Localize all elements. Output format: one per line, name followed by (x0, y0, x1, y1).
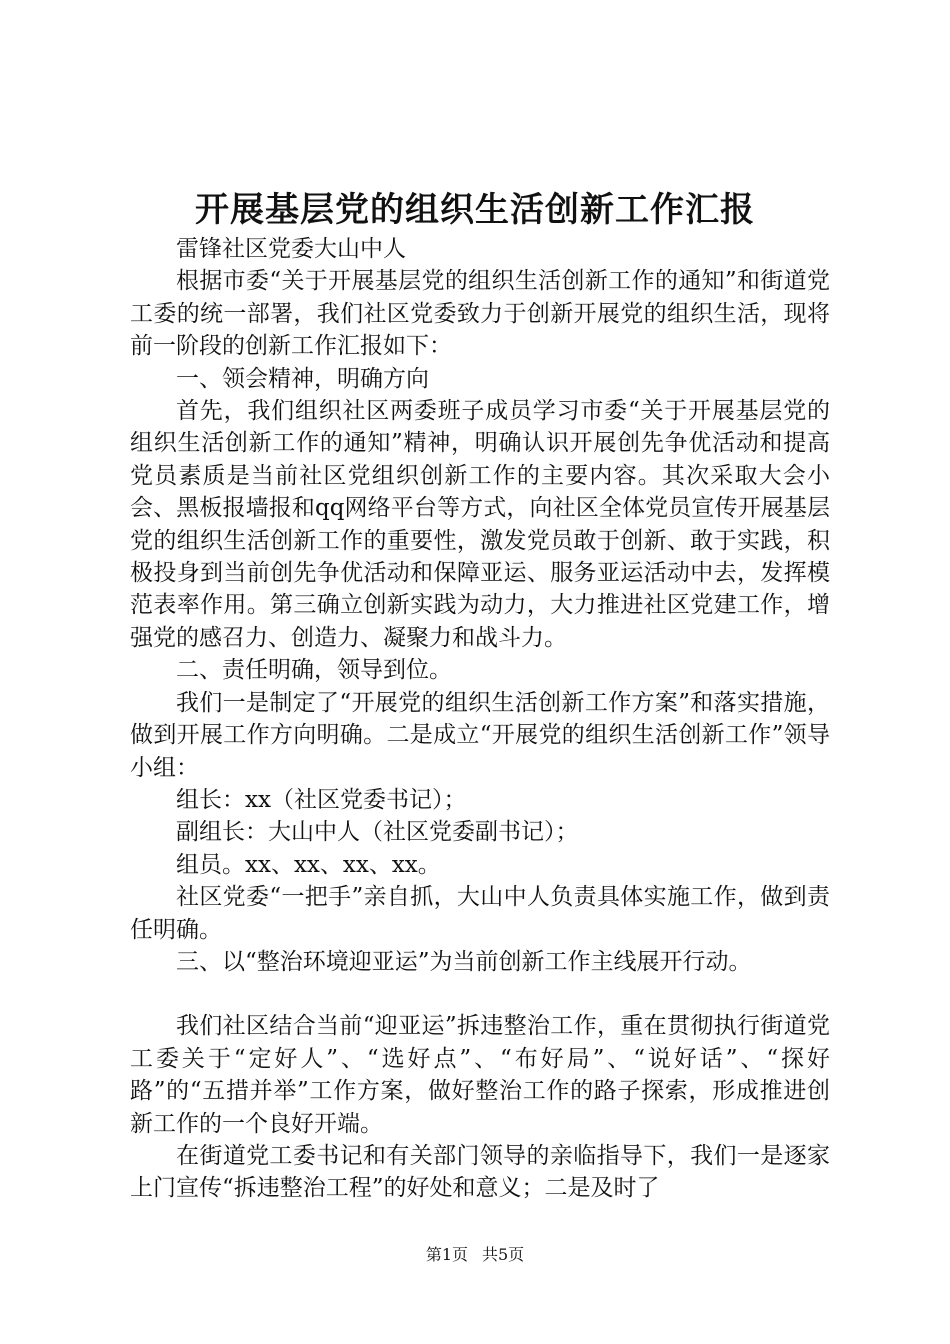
author-line: 雷锋社区党委大山中人 (176, 236, 406, 262)
section-heading-2: 二、责任明确，领导到位。 (176, 657, 452, 684)
paragraph-responsibility: 社区党委“一把手”亲自抓，大山中人负责具体实施工作，做到责任明确。 (130, 884, 830, 943)
page-total: 共5页 (482, 1245, 525, 1264)
document-title: 开展基层党的组织生活创新工作汇报 (195, 190, 755, 230)
paragraph-intro: 根据市委“关于开展基层党的组织生活创新工作的通知”和街道党工委的统一部署，我们社区党委致力于创新开展党的组织生活，现将前一阶段的创新工作汇报如下： (130, 268, 830, 360)
paragraph-guidance: 在街道党工委书记和有关部门领导的亲临指导下，我们一是逐家上门宣传“拆违整治工程”的好处和意义；二是及时了 (130, 1142, 830, 1202)
paragraph-section-1: 首先，我们组织社区两委班子成员学习市委“关于开展基层党的组织生活创新工作的通知”精神，明确认识开展创先争优活动和提高党员素质是当前社区党组织创新工作的主要内容。其次采取大会小会、黑板报墙报和qq网络平台等方式，向社区全体党员宣传开展基层党的组织生活创新工作的重要性，激发党员敢于创新、敢于实践，积极投身到当前创先争优活动和保障亚运、服务亚运活动中去，发挥模范表率作用。第三确立创新实践为动力，大力推进社区党建工作，增强党的感召力、创造力、凝聚力和战斗力。 (130, 398, 830, 651)
list-item-members: 组员。xx、xx、xx、xx。 (176, 851, 441, 878)
section-heading-3: 三、以“整治环境迎亚运”为当前创新工作主线展开行动。 (176, 948, 752, 975)
paragraph-section-3: 我们社区结合当前“迎亚运”拆违整治工作，重在贯彻执行街道党工委关于“定好人”、“选好点”、“布好局”、“说好话”、“探好路”的“五措并举”工作方案，做好整治工作的路子探索，形成推进创新工作的一个良好开端。 (130, 1013, 830, 1137)
document-body (130, 233, 830, 1205)
section-heading-1: 一、领会精神，明确方向 (176, 365, 429, 392)
list-item-deputy: 副组长：大山中人（社区党委副书记）； (176, 819, 579, 846)
paragraph-section-2: 我们一是制定了“开展党的组织生活创新工作方案”和落实措施，做到开展工作方向明确。二是成立“开展党的组织生活创新工作”领导小组： (130, 689, 830, 781)
page-number: 第1页 (425, 1245, 468, 1264)
page-footer (0, 1244, 950, 1266)
list-item-leader: 组长：xx（社区党委书记）； (176, 786, 467, 813)
